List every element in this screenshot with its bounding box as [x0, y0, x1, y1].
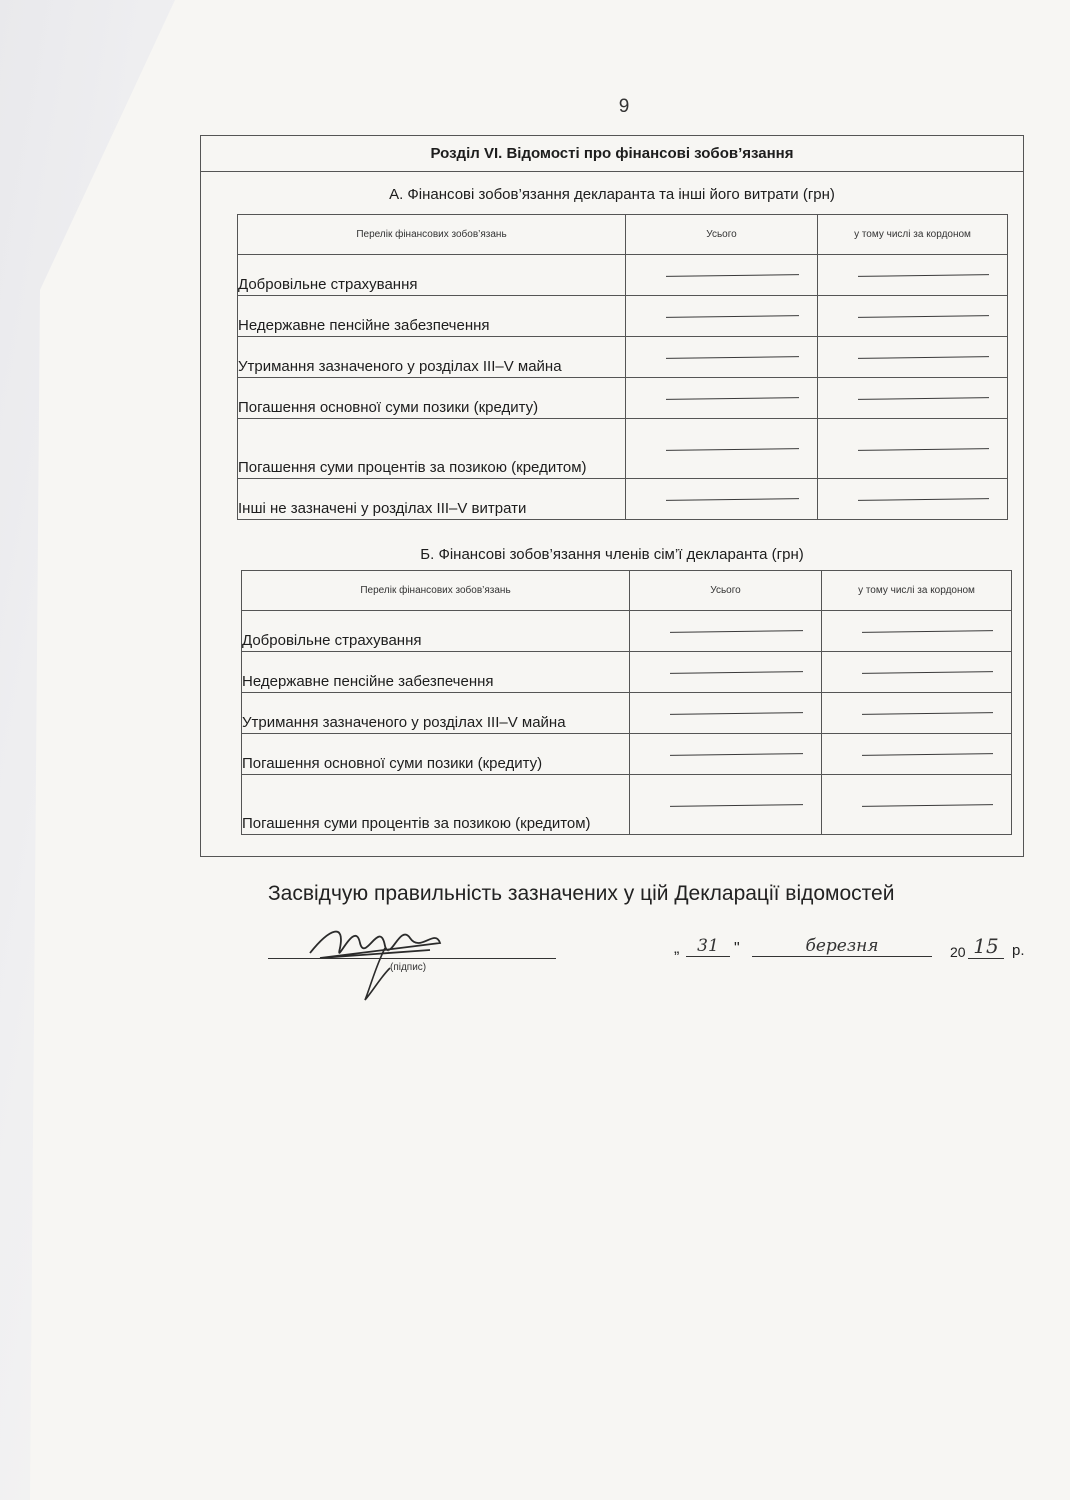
total-cell: [626, 255, 818, 296]
abroad-cell: [822, 652, 1012, 693]
row-label: Утримання зазначеного у розділах III–V майна: [242, 693, 630, 734]
table-row: [238, 337, 1008, 378]
abroad-cell: [818, 296, 1008, 337]
dash-mark: [666, 498, 799, 501]
total-cell: [626, 479, 818, 520]
date-day-field: 31: [686, 936, 730, 957]
page-number: 9: [618, 96, 630, 117]
row-label: Недержавне пенсійне забезпечення: [242, 652, 630, 693]
date-year-field: 15: [968, 934, 1004, 959]
dash-mark: [858, 448, 989, 451]
dash-mark: [666, 397, 799, 400]
part-b-table: [241, 570, 1012, 835]
date-year-suffix: р.: [1012, 942, 1025, 959]
section-vi: [200, 135, 1024, 857]
dash-mark: [862, 630, 993, 633]
total-cell: [626, 378, 818, 419]
header-obligations: Перелік фінансових зобов’язань: [238, 215, 626, 255]
dash-mark: [858, 498, 989, 501]
table-row: [242, 775, 1012, 835]
total-cell: [630, 775, 822, 835]
row-label: Погашення суми процентів за позикою (кредитом): [238, 419, 626, 479]
dash-mark: [670, 804, 803, 807]
date-month-field: березня: [752, 936, 932, 957]
header-obligations: Перелік фінансових зобов’язань: [242, 571, 630, 611]
dash-mark: [862, 753, 993, 756]
abroad-cell: [822, 734, 1012, 775]
dash-mark: [670, 712, 803, 715]
row-label: Погашення суми процентів за позикою (кредитом): [242, 775, 630, 835]
abroad-cell: [818, 337, 1008, 378]
abroad-cell: [818, 255, 1008, 296]
signature-line: [268, 958, 556, 959]
total-cell: [630, 611, 822, 652]
total-cell: [626, 419, 818, 479]
total-cell: [626, 337, 818, 378]
dash-mark: [862, 712, 993, 715]
dash-mark: [670, 630, 803, 633]
abroad-cell: [822, 775, 1012, 835]
table-row: [242, 693, 1012, 734]
header-total: Усього: [630, 571, 822, 611]
row-label: Добровільне страхування: [242, 611, 630, 652]
total-cell: [630, 734, 822, 775]
date-century: 20: [950, 944, 966, 960]
abroad-cell: [818, 378, 1008, 419]
header-abroad: у тому числі за кордоном: [822, 571, 1012, 611]
certification-statement: Засвідчую правильність зазначених у цій Декларації відомостей: [268, 882, 895, 905]
dash-mark: [666, 356, 799, 359]
part-b-title: Б. Фінансові зобов’язання членів сім’ї декларанта (грн): [420, 546, 804, 563]
table-row: [238, 378, 1008, 419]
dash-mark: [666, 315, 799, 318]
dash-mark: [670, 753, 803, 756]
header-abroad: у тому числі за кордоном: [818, 215, 1008, 255]
total-cell: [630, 652, 822, 693]
dash-mark: [862, 671, 993, 674]
dash-mark: [858, 397, 989, 400]
table-row: [242, 734, 1012, 775]
table-row: [238, 296, 1008, 337]
signature-caption: (підпис): [390, 962, 427, 973]
dash-mark: [666, 274, 799, 277]
total-cell: [630, 693, 822, 734]
table-row: [242, 611, 1012, 652]
dash-mark: [858, 274, 989, 277]
abroad-cell: [818, 479, 1008, 520]
date-close-quote: ": [734, 940, 740, 957]
row-label: Погашення основної суми позики (кредиту): [242, 734, 630, 775]
row-label: Добровільне страхування: [238, 255, 626, 296]
part-a-title: А. Фінансові зобов’язання декларанта та інші його витрати (грн): [389, 186, 835, 203]
page-fold-shadow: [0, 0, 200, 1500]
dash-mark: [862, 804, 993, 807]
row-label: Утримання зазначеного у розділах III–V майна: [238, 337, 626, 378]
dash-mark: [666, 448, 799, 451]
row-label: Погашення основної суми позики (кредиту): [238, 378, 626, 419]
dash-mark: [858, 356, 989, 359]
table-row: [238, 255, 1008, 296]
table-row: [238, 419, 1008, 479]
dash-mark: [670, 671, 803, 674]
abroad-cell: [822, 693, 1012, 734]
table-row: [242, 652, 1012, 693]
total-cell: [626, 296, 818, 337]
date-open-quote: „: [674, 940, 680, 957]
abroad-cell: [818, 419, 1008, 479]
row-label: Недержавне пенсійне забезпечення: [238, 296, 626, 337]
dash-mark: [858, 315, 989, 318]
section-title: Розділ VI. Відомості про фінансові зобов’язання: [201, 136, 1023, 172]
abroad-cell: [822, 611, 1012, 652]
table-row: [238, 479, 1008, 520]
header-total: Усього: [626, 215, 818, 255]
row-label: Інші не зазначені у розділах III–V витрати: [238, 479, 626, 520]
part-a-table: [237, 214, 1008, 520]
